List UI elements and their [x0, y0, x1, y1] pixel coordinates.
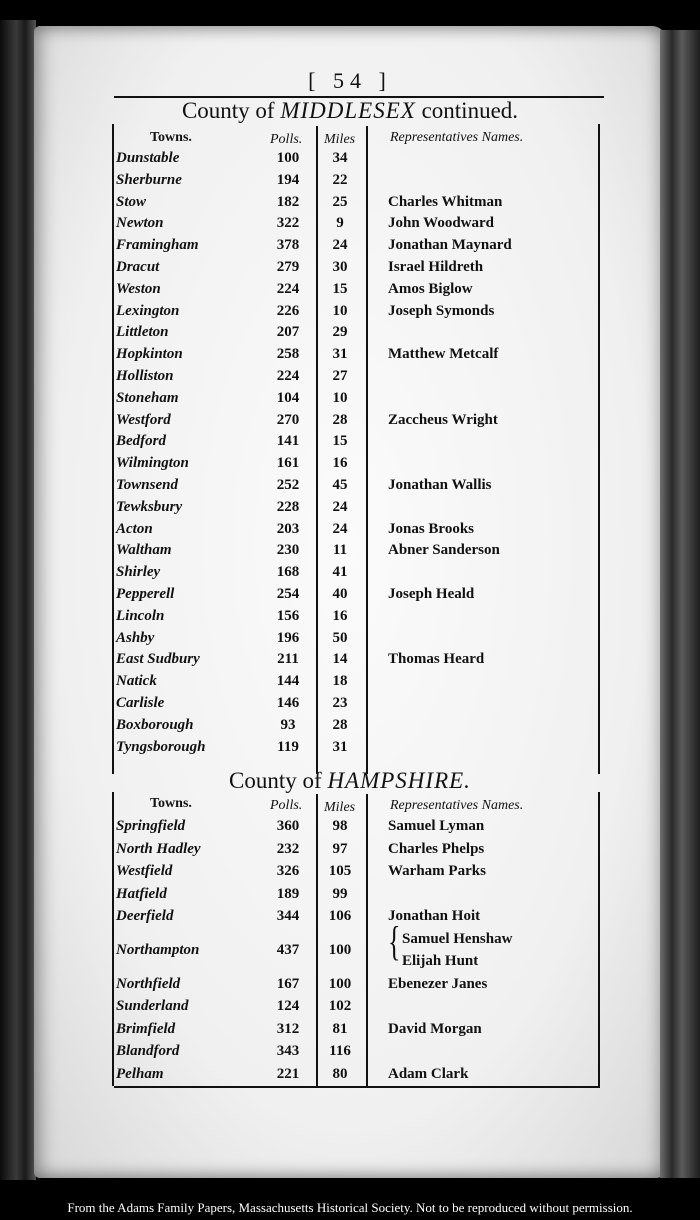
- town-cell: Wilmington: [116, 455, 189, 472]
- town-cell: North Hadley: [116, 840, 201, 857]
- polls-cell: 203: [276, 520, 300, 537]
- polls-cell: 104: [276, 389, 300, 406]
- miles-cell: 40: [332, 586, 348, 602]
- miles-cell: 105: [328, 863, 352, 879]
- miles-cell: 31: [332, 738, 348, 755]
- miles-cell: 100: [328, 975, 352, 992]
- polls-cell: 100: [276, 150, 300, 166]
- miles-cell: 97: [332, 840, 348, 857]
- town-cell: Shirley: [116, 564, 161, 581]
- town-cell: East Sudbury: [116, 651, 200, 668]
- hampshire-header-miles: Miles: [324, 800, 356, 815]
- miles-cell: 29: [332, 324, 348, 341]
- polls-cell: 230: [276, 542, 300, 559]
- hampshire-county-name: HAMPSHIRE.: [327, 768, 471, 793]
- polls-cell: 232: [276, 840, 300, 857]
- representative-cell: Matthew Metcalf: [388, 346, 499, 363]
- town-cell: Northfield: [116, 975, 181, 992]
- miles-cell: 50: [332, 629, 348, 646]
- miles-cell: 30: [332, 259, 348, 275]
- miles-cell: 18: [332, 673, 348, 690]
- town-cell: Tewksbury: [116, 498, 183, 515]
- middlesex-header-miles: Miles: [324, 132, 356, 147]
- miles-cell: 15: [332, 433, 348, 450]
- middlesex-row: [34, 412, 666, 434]
- middlesex-row: [34, 390, 666, 412]
- hampshire-title: [34, 768, 666, 794]
- town-cell: Holliston: [116, 368, 174, 384]
- polls-cell: 167: [276, 975, 300, 992]
- polls-cell: 343: [276, 1043, 300, 1059]
- middlesex-row: [34, 673, 666, 695]
- town-cell: Waltham: [116, 542, 172, 559]
- polls-cell: 141: [276, 433, 300, 450]
- hampshire-header-reps: Representatives Names.: [390, 798, 524, 813]
- town-cell: Lexington: [116, 302, 180, 319]
- miles-cell: 24: [332, 237, 348, 254]
- middlesex-row: [34, 281, 666, 303]
- polls-cell: 279: [276, 259, 300, 275]
- hampshire-header-polls: Polls.: [270, 798, 303, 813]
- miles-cell: 102: [328, 998, 352, 1014]
- middlesex-row: [34, 542, 666, 564]
- miles-cell: 11: [332, 542, 348, 559]
- miles-cell: 28: [332, 411, 348, 428]
- book-page: [34, 26, 666, 1178]
- polls-cell: 221: [276, 1065, 300, 1082]
- town-cell: Blandford: [116, 1043, 180, 1059]
- middlesex-row: [34, 499, 666, 521]
- miles-cell: 16: [332, 455, 348, 472]
- miles-cell: 41: [332, 564, 348, 581]
- miles-cell: 14: [332, 651, 348, 668]
- polls-cell: 156: [276, 607, 300, 624]
- representative-cell: Amos Biglow: [388, 280, 473, 297]
- polls-cell: 182: [276, 193, 300, 210]
- polls-cell: 119: [277, 738, 299, 755]
- representative-cell: Jonathan Wallis: [388, 477, 492, 493]
- representative-cell: Adam Clark: [388, 1065, 469, 1082]
- hampshire-row: [34, 1066, 666, 1089]
- miles-cell: 81: [332, 1020, 348, 1037]
- polls-cell: 344: [276, 908, 300, 924]
- hampshire-row: [34, 976, 666, 999]
- middlesex-title-prefix: County of: [181, 98, 275, 123]
- representative-cell: Abner Sanderson: [388, 542, 500, 559]
- polls-cell: 228: [276, 498, 300, 515]
- town-cell: Brimfield: [116, 1020, 176, 1037]
- town-cell: Ashby: [116, 629, 155, 646]
- miles-cell: 45: [332, 477, 348, 493]
- miles-cell: 10: [332, 389, 348, 406]
- town-cell: Westford: [116, 411, 171, 428]
- representative-cell: Jonathan Hoit: [388, 908, 481, 924]
- hampshire-row: [34, 863, 666, 886]
- town-cell: Sherburne: [116, 171, 182, 188]
- town-cell: Deerfield: [116, 908, 174, 924]
- miles-cell: 10: [332, 302, 348, 319]
- middlesex-row: [34, 455, 666, 477]
- town-cell: Pepperell: [116, 586, 175, 602]
- middlesex-row: [34, 630, 666, 652]
- polls-cell: 124: [276, 998, 300, 1014]
- middlesex-title-suffix: continued.: [421, 98, 519, 123]
- credit-line: From the Adams Family Papers, Massachusetts Historical Society. Not to be reproduced without permission.: [67, 1200, 633, 1215]
- representative-cell: Elijah Hunt: [402, 953, 479, 969]
- miles-cell: 16: [332, 607, 348, 624]
- hampshire-row: [34, 1043, 666, 1066]
- middlesex-row: [34, 739, 666, 761]
- middlesex-top-rule: [114, 96, 604, 98]
- polls-cell: 312: [276, 1020, 300, 1037]
- hampshire-row: [34, 818, 666, 841]
- representative-cell: Charles Phelps: [388, 840, 485, 857]
- representative-cell: Thomas Heard: [388, 651, 485, 668]
- town-cell: Bedford: [116, 433, 166, 450]
- middlesex-row: [34, 651, 666, 673]
- miles-cell: 27: [332, 368, 348, 384]
- polls-cell: 194: [276, 171, 300, 188]
- miles-cell: 34: [332, 150, 348, 166]
- town-cell: Newton: [116, 215, 164, 232]
- representative-cell: Charles Whitman: [388, 193, 503, 210]
- representative-cell: Warham Parks: [388, 863, 486, 879]
- brace-mark: {: [388, 917, 401, 964]
- town-cell: Littleton: [116, 324, 169, 341]
- polls-cell: 224: [276, 368, 300, 384]
- polls-cell: 146: [276, 695, 300, 711]
- polls-cell: 211: [277, 651, 299, 668]
- middlesex-header-reps: Representatives Names.: [390, 130, 524, 145]
- middlesex-row: [34, 717, 666, 739]
- middlesex-row: [34, 303, 666, 325]
- middlesex-row: [34, 433, 666, 455]
- representative-cell: Jonas Brooks: [388, 520, 475, 537]
- town-cell: Hatfield: [116, 885, 167, 902]
- polls-cell: 161: [276, 455, 300, 472]
- hampshire-title-prefix: County of: [229, 768, 322, 793]
- hampshire-header-towns: Towns.: [150, 796, 192, 811]
- middlesex-row: [34, 194, 666, 216]
- miles-cell: 100: [328, 941, 352, 958]
- middlesex-row: [34, 368, 666, 390]
- middlesex-row: [34, 215, 666, 237]
- hampshire-row: [34, 917, 666, 976]
- town-cell: Northampton: [116, 941, 200, 958]
- miles-cell: 15: [332, 280, 348, 297]
- middlesex-row: [34, 259, 666, 281]
- representative-cell: Jonathan Maynard: [388, 237, 512, 254]
- hampshire-row: [34, 998, 666, 1021]
- town-cell: Carlisle: [116, 695, 165, 711]
- town-cell: Framingham: [116, 237, 199, 254]
- middlesex-header-towns: Towns.: [150, 130, 192, 145]
- representative-cell: Israel Hildreth: [388, 259, 484, 275]
- book-binding-left: [0, 20, 36, 1180]
- middlesex-county-name: MIDDLESEX: [280, 98, 416, 123]
- middlesex-row: [34, 172, 666, 194]
- miles-cell: 25: [332, 193, 348, 210]
- middlesex-row: [34, 564, 666, 586]
- hampshire-row: [34, 841, 666, 864]
- polls-cell: 258: [276, 346, 300, 363]
- middlesex-row: [34, 586, 666, 608]
- polls-cell: 254: [276, 586, 300, 602]
- representative-cell: Joseph Heald: [388, 586, 475, 602]
- middlesex-row: [34, 150, 666, 172]
- middlesex-row: [34, 237, 666, 259]
- town-cell: Dunstable: [116, 150, 180, 166]
- miles-cell: 9: [336, 215, 344, 232]
- miles-cell: 116: [329, 1043, 351, 1059]
- miles-cell: 106: [328, 908, 352, 924]
- miles-cell: 23: [332, 695, 348, 711]
- representative-cell: Samuel Henshaw: [402, 930, 513, 947]
- polls-cell: 189: [276, 885, 300, 902]
- page-number: [ 54 ]: [308, 68, 392, 93]
- miles-cell: 24: [332, 520, 348, 537]
- town-cell: Springfield: [116, 818, 186, 834]
- polls-cell: 326: [276, 863, 300, 879]
- middlesex-row: [34, 695, 666, 717]
- middlesex-row: [34, 477, 666, 499]
- miles-cell: 24: [332, 498, 348, 515]
- book-page-edge-right: [660, 30, 700, 1178]
- middlesex-row: [34, 346, 666, 368]
- miles-cell: 80: [332, 1065, 348, 1082]
- polls-cell: 144: [276, 673, 300, 690]
- hampshire-bottom-rule: [114, 1086, 600, 1088]
- representative-cell: Samuel Lyman: [388, 818, 485, 834]
- town-cell: Lincoln: [116, 607, 165, 624]
- miles-cell: 99: [332, 885, 348, 902]
- miles-cell: 98: [332, 818, 348, 834]
- hampshire-row: [34, 908, 666, 931]
- middlesex-title: [34, 98, 666, 124]
- polls-cell: 322: [276, 215, 300, 232]
- miles-cell: 31: [332, 346, 348, 363]
- polls-cell: 226: [276, 302, 300, 319]
- polls-cell: 360: [276, 818, 300, 834]
- town-cell: Natick: [116, 673, 157, 690]
- representative-cell: Joseph Symonds: [388, 302, 495, 319]
- middlesex-row: [34, 521, 666, 543]
- polls-cell: 224: [276, 280, 300, 297]
- polls-cell: 378: [276, 237, 300, 254]
- town-cell: Hopkinton: [116, 346, 183, 363]
- town-cell: Stoneham: [116, 389, 179, 406]
- town-cell: Stow: [116, 193, 147, 210]
- hampshire-row: [34, 1021, 666, 1044]
- hampshire-row: [34, 886, 666, 909]
- representative-cell: Ebenezer Janes: [388, 975, 488, 992]
- town-cell: Sunderland: [116, 998, 189, 1014]
- miles-cell: 28: [332, 716, 348, 733]
- representative-cell: Zaccheus Wright: [388, 411, 498, 428]
- town-cell: Acton: [116, 520, 153, 537]
- representative-cell: John Woodward: [388, 215, 495, 232]
- middlesex-row: [34, 608, 666, 630]
- town-cell: Dracut: [116, 259, 160, 275]
- representative-cell: David Morgan: [388, 1020, 482, 1037]
- polls-cell: 270: [276, 411, 300, 428]
- middlesex-header-polls: Polls.: [270, 132, 303, 147]
- polls-cell: 168: [276, 564, 300, 581]
- town-cell: Tyngsborough: [116, 738, 206, 755]
- town-cell: Weston: [116, 280, 161, 297]
- town-cell: Westfield: [116, 863, 173, 879]
- polls-cell: 207: [276, 324, 300, 341]
- polls-cell: 196: [276, 629, 300, 646]
- middlesex-row: [34, 324, 666, 346]
- town-cell: Townsend: [116, 477, 178, 493]
- polls-cell: 252: [276, 477, 300, 493]
- polls-cell: 437: [276, 941, 300, 958]
- polls-cell: 93: [280, 716, 296, 733]
- miles-cell: 22: [332, 171, 348, 188]
- town-cell: Boxborough: [116, 716, 194, 733]
- town-cell: Pelham: [116, 1065, 164, 1082]
